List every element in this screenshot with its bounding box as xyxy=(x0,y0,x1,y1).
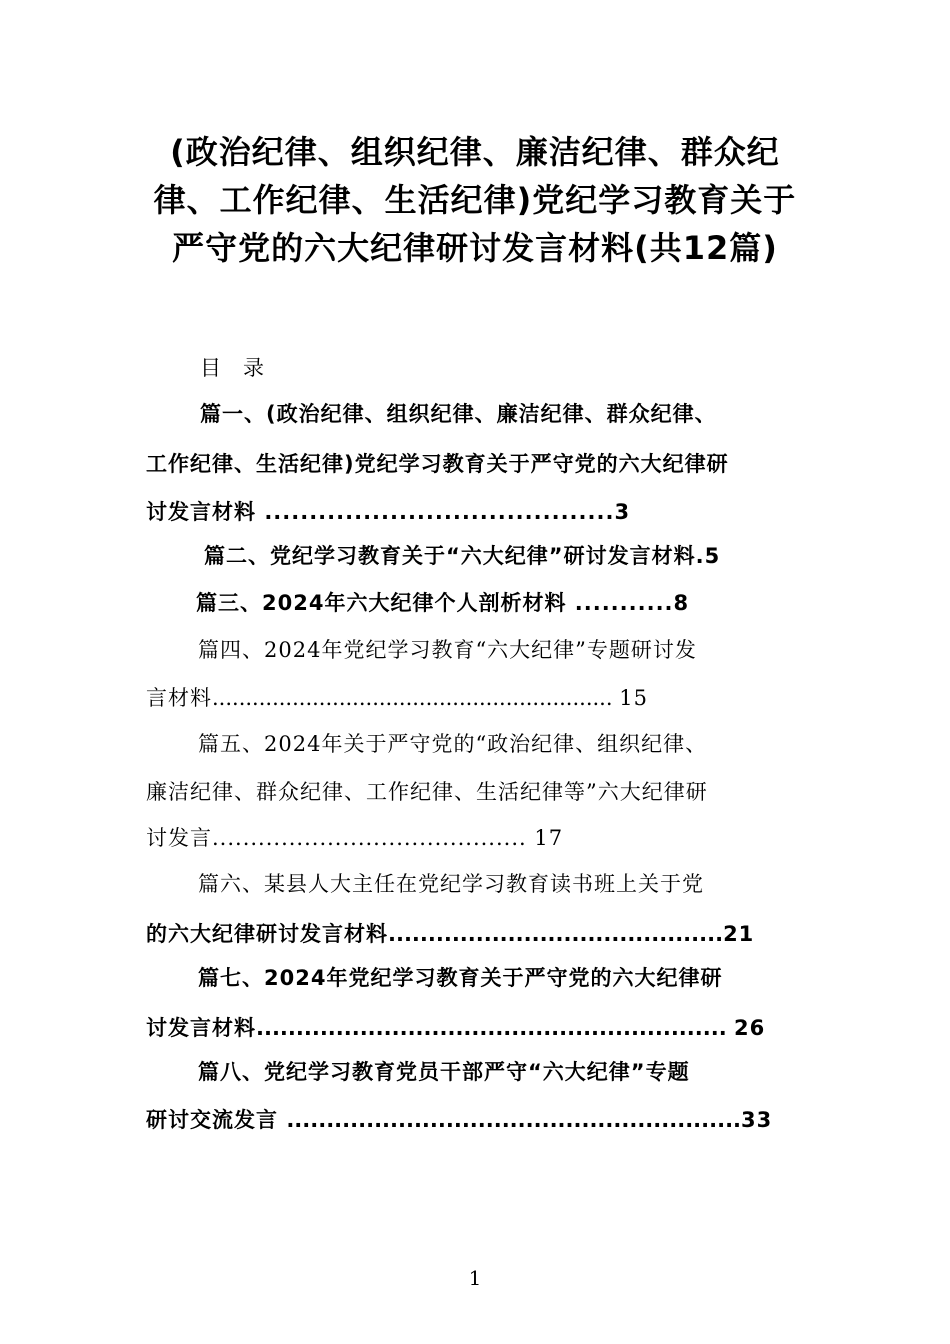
leader-dots: ......................................... xyxy=(212,826,535,850)
toc-entry-7-line-1[interactable]: 篇七、2024年党纪学习教育关于严守党的六大纪律研 xyxy=(198,966,723,990)
toc-entry-6-line-2[interactable] xyxy=(146,918,754,950)
toc-heading: 目录 xyxy=(200,356,286,380)
toc-entry-1-line-2[interactable]: 工作纪律、生活纪律)党纪学习教育关于严守党的六大纪律研 xyxy=(146,452,729,476)
page-number: 1 xyxy=(468,1266,482,1290)
leader-dots: ......................................................... xyxy=(286,1108,742,1132)
toc-entry-5-text: 讨发言 xyxy=(146,826,212,850)
toc-entry-3-page: 8 xyxy=(673,591,690,615)
toc-entry-4-line-1[interactable]: 篇四、2024年党纪学习教育“六大纪律”专题研讨发 xyxy=(198,638,697,662)
toc-entry-7-text: 讨发言材料 xyxy=(146,1016,256,1040)
toc-entry-6-line-1[interactable]: 篇六、某县人大主任在党纪学习教育读书班上关于党 xyxy=(198,872,704,896)
toc-entry-6-text: 的六大纪律研讨发言材料 xyxy=(146,922,388,946)
toc-entry-3[interactable] xyxy=(196,587,689,619)
toc-entry-1-line-3[interactable] xyxy=(146,496,630,528)
toc-entry-3-text: 篇三、2024年六大纪律个人剖析材料 xyxy=(196,591,575,615)
leader-dots: ........................................................... xyxy=(256,1016,734,1040)
document-title: (政治纪律、组织纪律、廉洁纪律、群众纪律、工作纪律、生活纪律)党纪学习教育关于严守党的六大纪律研讨发言材料(共12篇) xyxy=(153,133,797,267)
toc-entry-4-line-2[interactable] xyxy=(146,682,648,714)
toc-entry-8-line-2[interactable] xyxy=(146,1104,772,1136)
toc-entry-4-page: 15 xyxy=(619,686,648,710)
leader-dots: ........... xyxy=(574,591,674,615)
toc-entry-1-line-1[interactable]: 篇一、(政治纪律、组织纪律、廉洁纪律、群众纪律、 xyxy=(200,402,717,426)
toc-entry-4-text: 言材料 xyxy=(146,686,212,710)
toc-entry-2[interactable]: 篇二、党纪学习教育关于“六大纪律”研讨发言材料.5 xyxy=(204,544,721,568)
toc-entry-5-line-3[interactable] xyxy=(146,822,563,854)
toc-entry-5-page: 17 xyxy=(534,826,564,850)
toc-entry-6-page: 21 xyxy=(723,922,755,946)
leader-dots: .......................................... xyxy=(388,922,724,946)
toc-entry-7-page: 26 xyxy=(734,1016,766,1040)
toc-entry-8-text: 研讨交流发言 xyxy=(146,1108,287,1132)
toc-entry-5-line-2[interactable]: 廉洁纪律、群众纪律、工作纪律、生活纪律等”六大纪律研 xyxy=(146,780,708,804)
toc-entry-7-line-2[interactable] xyxy=(146,1012,765,1044)
leader-dots: ............................................................ xyxy=(212,686,620,710)
toc-entry-5-line-1[interactable]: 篇五、2024年关于严守党的“政治纪律、组织纪律、 xyxy=(198,732,708,756)
leader-dots: ....................................... xyxy=(264,500,615,524)
toc-entry-1-page: 3 xyxy=(614,500,631,524)
toc-entry-8-line-1[interactable]: 篇八、党纪学习教育党员干部严守“六大纪律”专题 xyxy=(198,1060,690,1084)
toc-entry-8-page: 33 xyxy=(741,1108,773,1132)
toc-entry-1-text: 讨发言材料 xyxy=(146,500,265,524)
